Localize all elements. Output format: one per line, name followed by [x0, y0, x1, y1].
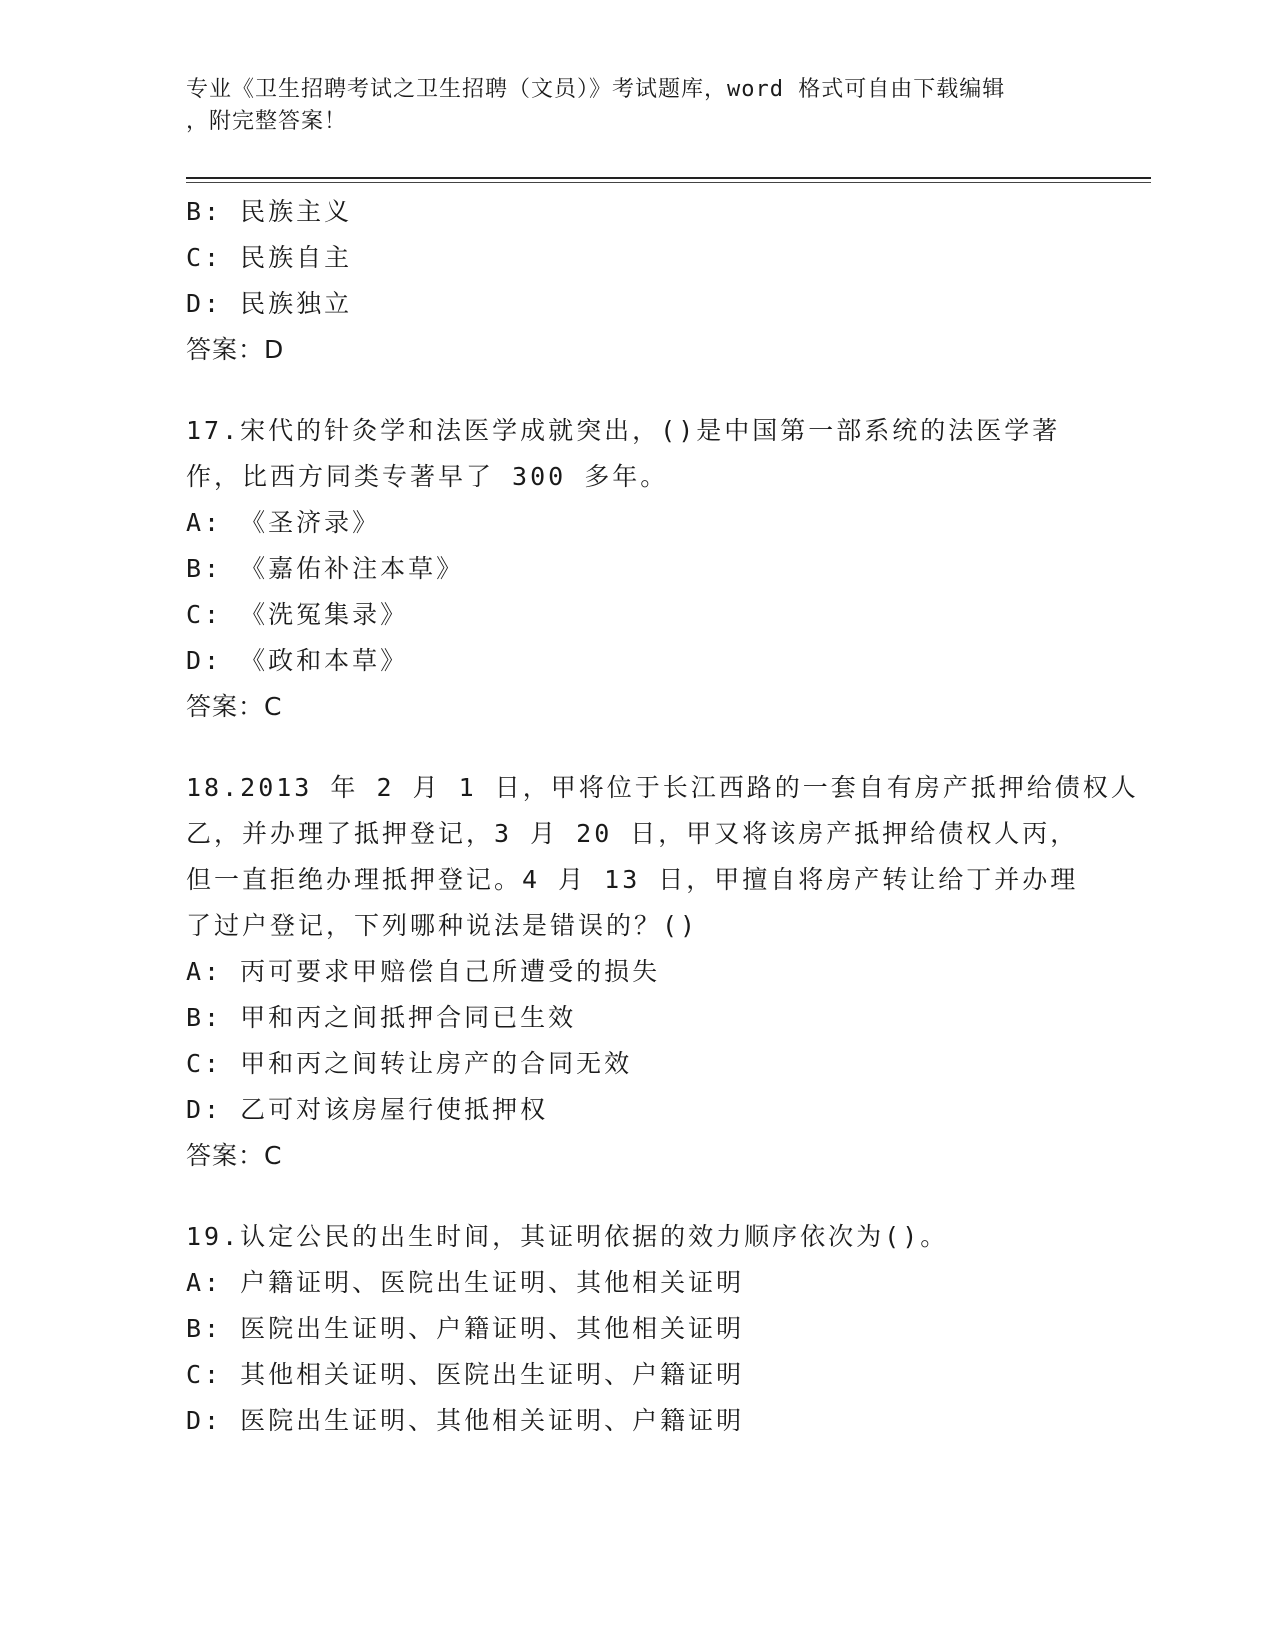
question-17	[186, 408, 1086, 730]
question-stem-line: 作，比西方同类专著早了 300 多年。	[186, 462, 669, 491]
header-line-1: 专业《卫生招聘考试之卫生招聘（文员）》考试题库，word 格式可自由下载编辑	[186, 77, 1006, 102]
spacer	[186, 1179, 1086, 1214]
option-c: C: 其他相关证明、医院出生证明、户籍证明	[186, 1360, 745, 1389]
question-stem-line: 但一直拒绝办理抵押登记。4 月 13 日，甲擅自将房产转让给丁并办理	[186, 865, 1079, 894]
question-stem-line: 17.宋代的针灸学和法医学成就突出，()是中国第一部系统的法医学著	[186, 416, 1061, 445]
option-a: A: 丙可要求甲赔偿自己所遭受的损失	[186, 957, 661, 986]
answer: 答案：D	[186, 335, 285, 364]
question-stem-line: 乙，并办理了抵押登记，3 月 20 日，甲又将该房产抵押给债权人丙，	[186, 819, 1079, 848]
header-divider-thick	[186, 177, 1151, 179]
option-d: D: 民族独立	[186, 289, 353, 318]
question-16	[186, 189, 1086, 373]
option-c: C: 甲和丙之间转让房产的合同无效	[186, 1049, 633, 1078]
spacer	[186, 373, 1086, 408]
question-19	[186, 1214, 1086, 1444]
spacer	[186, 730, 1086, 765]
answer: 答案：C	[186, 692, 283, 721]
question-stem-line: 19.认定公民的出生时间，其证明依据的效力顺序依次为()。	[186, 1222, 949, 1251]
question-18	[186, 765, 1139, 1179]
option-a: A: 户籍证明、医院出生证明、其他相关证明	[186, 1268, 745, 1297]
option-d: D: 乙可对该房屋行使抵押权	[186, 1095, 549, 1124]
option-b: B: 《嘉佑补注本草》	[186, 554, 465, 583]
header-line-2: ，附完整答案！	[186, 109, 348, 134]
answer: 答案：C	[186, 1141, 283, 1170]
option-b: B: 医院出生证明、户籍证明、其他相关证明	[186, 1314, 745, 1343]
document-header	[186, 74, 1086, 138]
option-d: D: 《政和本草》	[186, 646, 409, 675]
option-b: B: 民族主义	[186, 197, 353, 226]
header-divider-thin	[186, 182, 1151, 183]
question-stem-line: 了过户登记，下列哪种说法是错误的？()	[186, 911, 699, 940]
question-list	[186, 189, 1139, 1444]
option-c: C: 《洗冤集录》	[186, 600, 409, 629]
option-a: A: 《圣济录》	[186, 508, 381, 537]
option-d: D: 医院出生证明、其他相关证明、户籍证明	[186, 1406, 745, 1435]
option-c: C: 民族自主	[186, 243, 353, 272]
option-b: B: 甲和丙之间抵押合同已生效	[186, 1003, 577, 1032]
question-stem-line: 18.2013 年 2 月 1 日，甲将位于长江西路的一套自有房产抵押给债权人	[186, 773, 1139, 802]
